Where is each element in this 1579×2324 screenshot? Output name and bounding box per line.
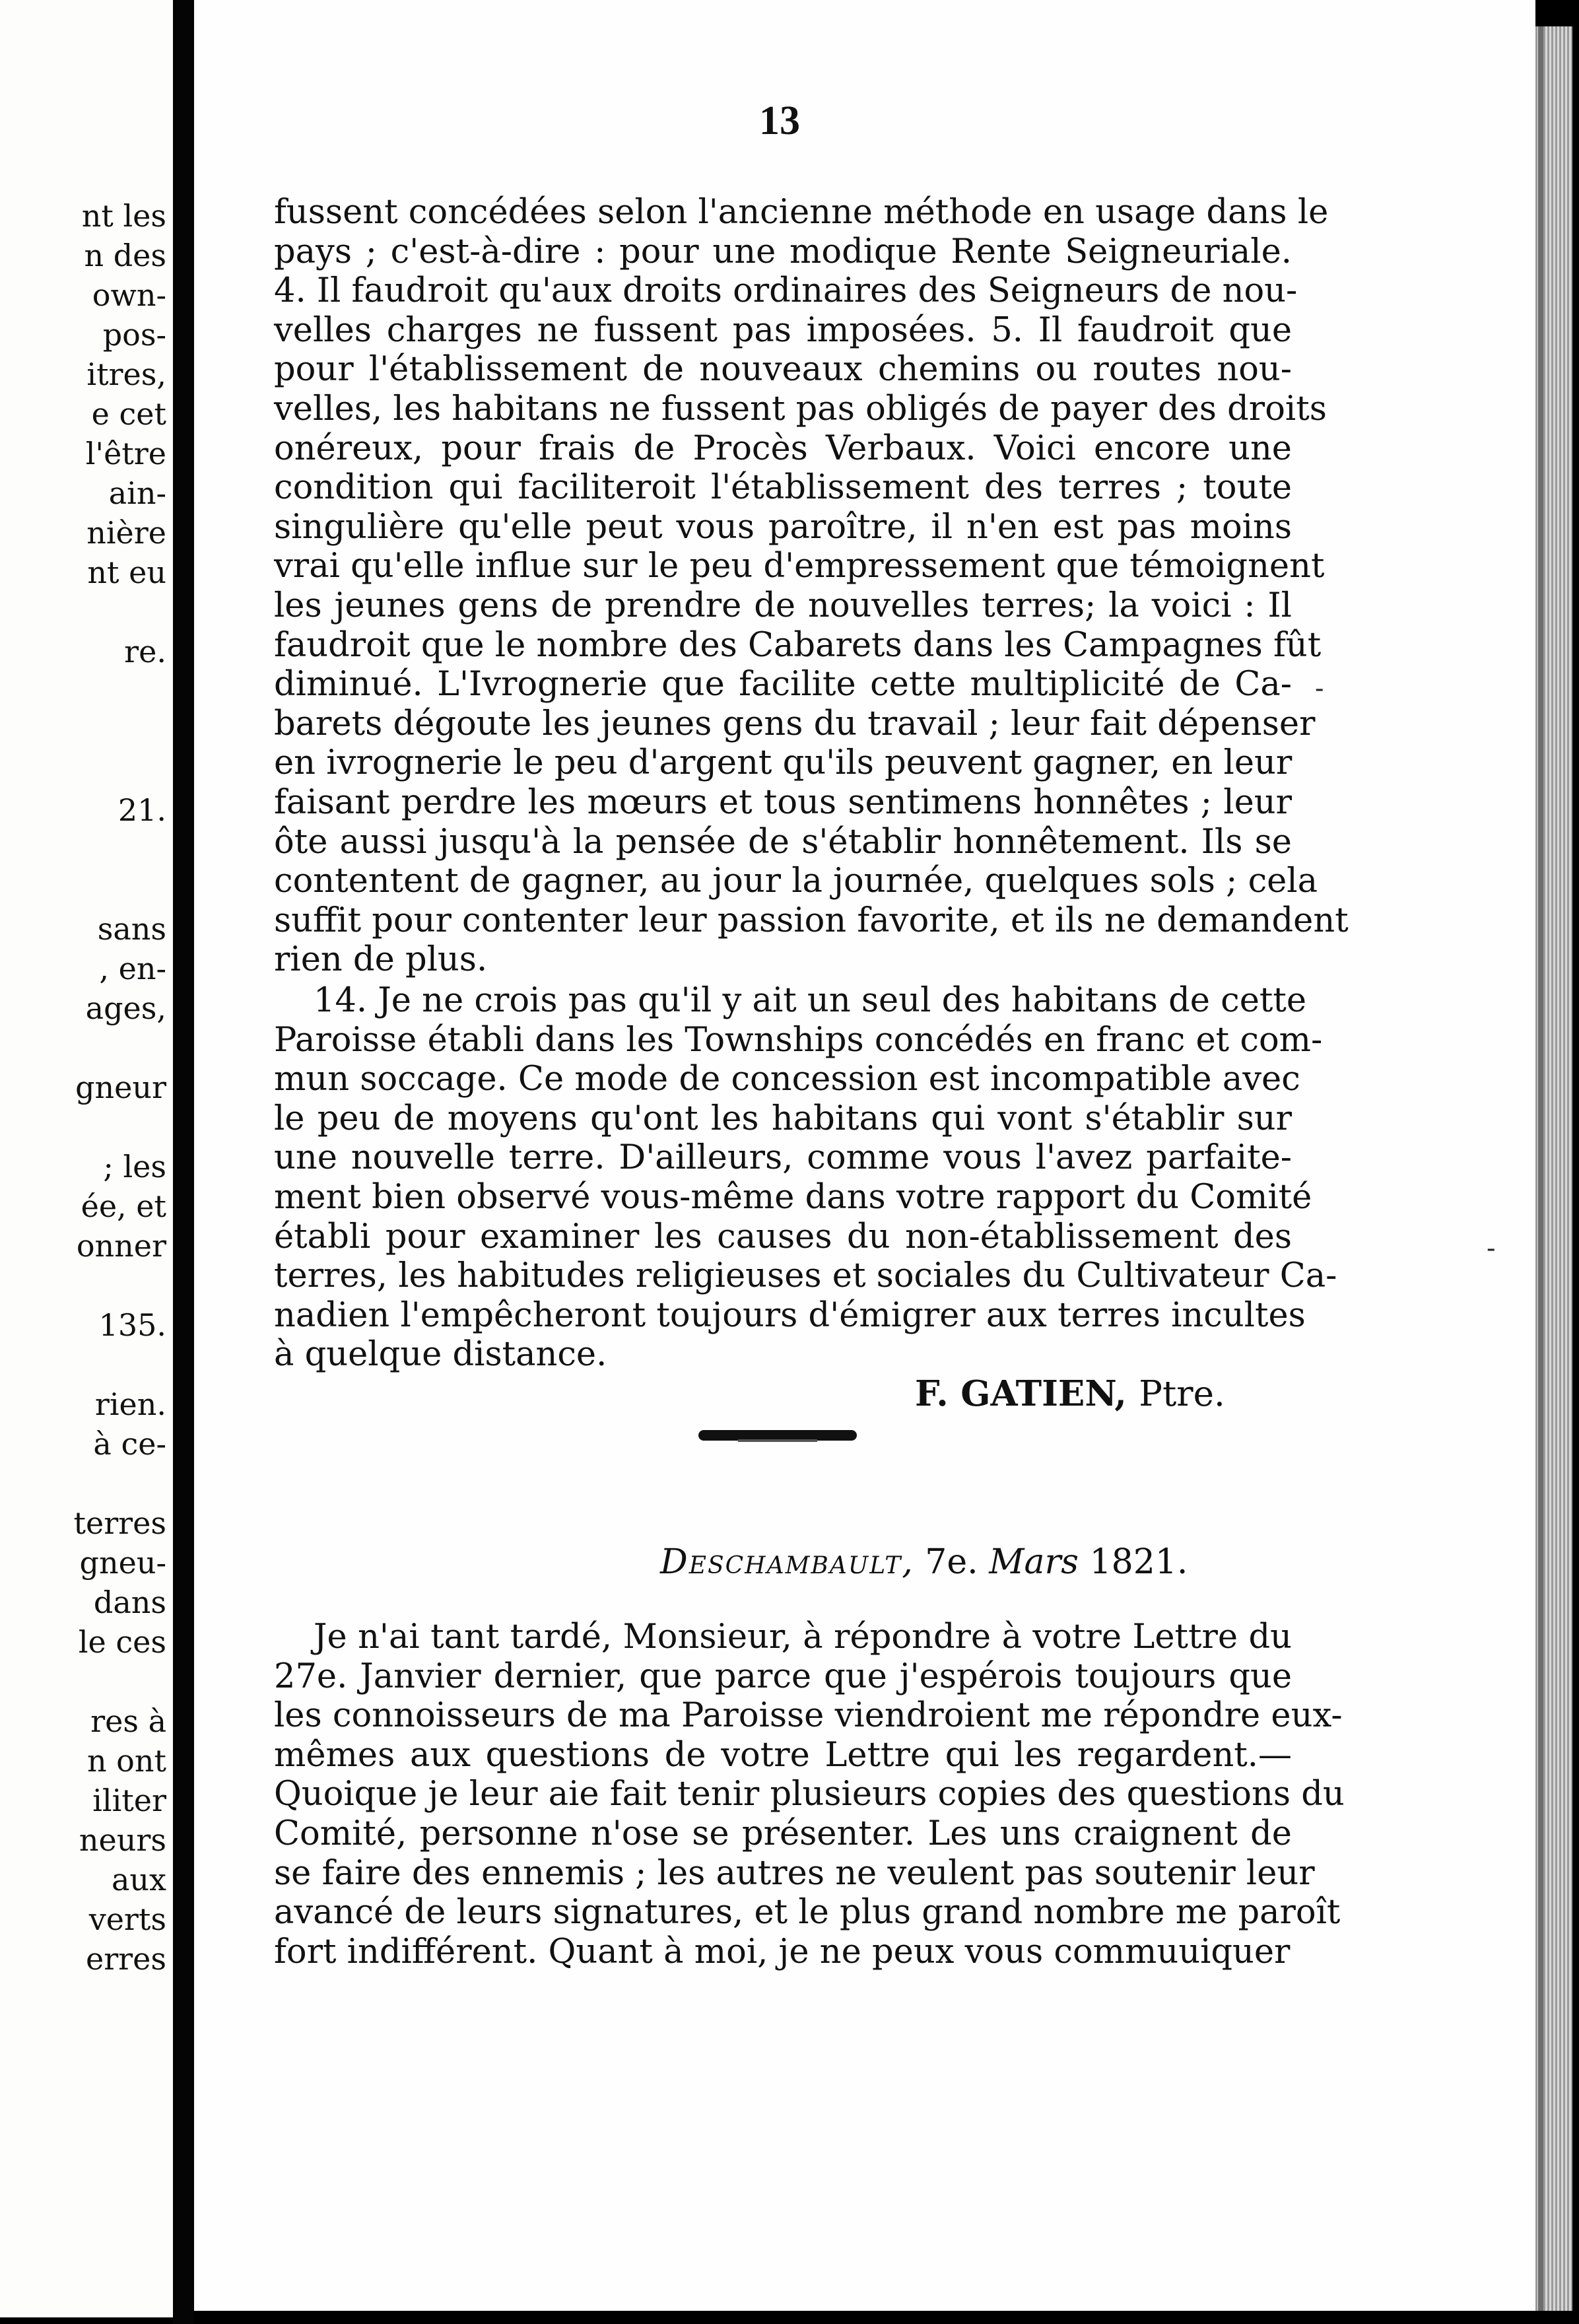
margin-mark: - xyxy=(1315,673,1324,704)
dateline xyxy=(660,1542,1188,1582)
text-line: faisant perdre les mœurs et tous sentimens honnêtes ; leur xyxy=(274,782,1292,822)
left-page-fragment: ée, et xyxy=(81,1188,166,1224)
text-line: suffit pour contenter leur passion favorite, et ils ne demandent xyxy=(274,901,1349,940)
text-line: les jeunes gens de prendre de nouvelles terres; la voici : Il xyxy=(274,586,1292,625)
left-page-fragment: onner xyxy=(76,1228,166,1264)
dateline-place: Deschambault, xyxy=(660,1542,914,1582)
text-line: le peu de moyens qu'ont les habitans qui vont s'établir sur xyxy=(274,1099,1292,1138)
left-page-fragment: dans xyxy=(93,1585,166,1620)
left-page-fragment: l'être xyxy=(85,436,166,471)
text-line: pour l'établissement de nouveaux chemins ou routes nou- xyxy=(274,350,1292,390)
left-page-fragment: own- xyxy=(92,277,166,313)
signature-title: Ptre. xyxy=(1139,1374,1225,1414)
text-line: vrai qu'elle influe sur le peu d'empressement que témoignent xyxy=(274,547,1325,586)
text-line: avancé de leurs signatures, et le plus grand nombre me paroît xyxy=(274,1893,1341,1932)
left-page-fragment: n des xyxy=(84,238,166,273)
text-line: velles charges ne fussent pas imposées. 5. Il faudroit que xyxy=(274,310,1292,350)
left-page-fragment: à ce- xyxy=(93,1426,166,1462)
paragraph-3 xyxy=(274,1618,1345,1971)
text-line: se faire des ennemis ; les autres ne veulent pas soutenir leur xyxy=(274,1853,1315,1893)
text-line: 27e. Janvier dernier, que parce que j'espérois toujours que xyxy=(274,1657,1292,1696)
left-page-fragment: res à xyxy=(90,1703,166,1739)
text-line: velles, les habitans ne fussent pas obligés de payer des droits xyxy=(274,389,1327,428)
text-line: terres, les habitudes religieuses et sociales du Cultivateur Ca- xyxy=(274,1256,1337,1296)
text-line: faudroit que le nombre des Cabarets dans les Campagnes fût xyxy=(274,625,1322,665)
text-line: une nouvelle terre. D'ailleurs, comme vous l'avez parfaite- xyxy=(274,1138,1292,1178)
text-line: ment bien observé vous-même dans votre rapport du Comité xyxy=(274,1177,1312,1217)
text-line: fort indifférent. Quant à moi, je ne peux vous commuuiquer xyxy=(274,1932,1291,1971)
left-page-fragment: 21. xyxy=(118,792,166,828)
text-line: barets dégoute les jeunes gens du travail ; leur fait dépenser xyxy=(274,704,1316,743)
paragraph-2 xyxy=(274,981,1337,1375)
signature xyxy=(915,1373,1225,1414)
left-page-fragment: aux xyxy=(112,1862,166,1897)
left-page-fragment: iliter xyxy=(92,1783,166,1818)
left-page-fragment: verts xyxy=(88,1901,166,1937)
text-line: les connoisseurs de ma Paroisse viendroient me répondre eux- xyxy=(274,1696,1343,1736)
text-line: fussent concédées selon l'ancienne méthode en usage dans le xyxy=(274,193,1329,232)
text-line: établi pour examiner les causes du non-établissement des xyxy=(274,1217,1292,1256)
text-line: mêmes aux questions de votre Lettre qui les regardent.— xyxy=(274,1735,1292,1775)
left-page-fragment: n ont xyxy=(86,1743,166,1779)
left-page-fragment: nt eu xyxy=(87,555,166,590)
text-line: Quoique je leur aie fait tenir plusieurs copies des questions du xyxy=(274,1775,1345,1814)
book-gutter xyxy=(173,0,194,2324)
text-line: en ivrognerie le peu d'argent qu'ils peuvent gagner, en leur xyxy=(274,743,1293,783)
left-page-fragment: erres xyxy=(85,1941,166,1977)
dateline-month: Mars xyxy=(989,1542,1079,1582)
left-page-fragment: 135. xyxy=(98,1307,166,1343)
text-line: pays ; c'est-à-dire : pour une modique Rente Seigneuriale. xyxy=(274,232,1292,271)
left-page-fragment: itres, xyxy=(86,357,166,392)
dateline-day: 7e. xyxy=(925,1542,978,1582)
left-page-fragment: re. xyxy=(124,634,166,669)
left-page-fragment: , en- xyxy=(99,951,166,986)
page-edge-shadow xyxy=(1538,26,1543,2311)
left-page-fragment: ages, xyxy=(85,990,166,1026)
left-page-fragment: le ces xyxy=(78,1624,166,1660)
left-page-fragment: nt les xyxy=(81,198,166,234)
left-page-fragment: sans xyxy=(97,911,166,947)
left-page-fragment: gneur xyxy=(75,1070,166,1105)
left-page-fragment: gneu- xyxy=(79,1545,166,1581)
text-line: contentent de gagner, au jour la journée, quelques sols ; cela xyxy=(274,862,1318,901)
text-line: Comité, personne n'ose se présenter. Les uns craignent de xyxy=(274,1814,1292,1853)
signature-name: F. GATIEN, xyxy=(915,1373,1127,1414)
left-facing-page xyxy=(0,0,173,2317)
left-page-fragment: pos- xyxy=(102,317,166,353)
text-line: Paroisse établi dans les Townships concédés en franc et com- xyxy=(274,1020,1323,1060)
text-line: nadien l'empêcheront toujours d'émigrer aux terres incultes xyxy=(274,1295,1306,1335)
text-line: singulière qu'elle peut vous paroître, il n'en est pas moins xyxy=(274,507,1292,547)
text-line: à quelque distance. xyxy=(274,1335,607,1375)
left-page-fragment: ain- xyxy=(108,475,166,511)
margin-mark: - xyxy=(1487,1233,1496,1264)
left-page-fragment: ; les xyxy=(103,1149,166,1184)
text-line: 4. Il faudroit qu'aux droits ordinaires des Seigneurs de nou- xyxy=(274,271,1298,311)
dateline-year: 1821. xyxy=(1089,1542,1188,1582)
text-line: ôte aussi jusqu'à la pensée de s'établir honnêtement. Ils se xyxy=(274,822,1292,862)
text-line: mun soccage. Ce mode de concession est incompatible avec xyxy=(274,1060,1300,1099)
left-page-fragment: neurs xyxy=(79,1822,166,1858)
section-separator-rule xyxy=(698,1430,857,1441)
text-line: rien de plus. xyxy=(274,940,488,980)
paragraph-1 xyxy=(274,193,1349,980)
left-page-fragment: e cet xyxy=(91,396,166,432)
text-line: condition qui faciliteroit l'établissement des terres ; toute xyxy=(274,468,1292,508)
left-page-fragment: rien. xyxy=(94,1386,166,1422)
text-line: onéreux, pour frais de Procès Verbaux. Voici encore une xyxy=(274,428,1292,468)
text-line: 14. Je ne crois pas qu'il y ait un seul des habitans de cette xyxy=(314,981,1307,1020)
text-line: diminué. L'Ivrognerie que facilite cette multiplicité de Ca- xyxy=(274,665,1292,704)
page-number: 13 xyxy=(759,98,800,143)
left-page-fragment: nière xyxy=(86,515,166,551)
text-line: Je n'ai tant tardé, Monsieur, à répondre à votre Lettre du xyxy=(314,1618,1292,1657)
left-page-fragment: terres xyxy=(73,1505,166,1541)
